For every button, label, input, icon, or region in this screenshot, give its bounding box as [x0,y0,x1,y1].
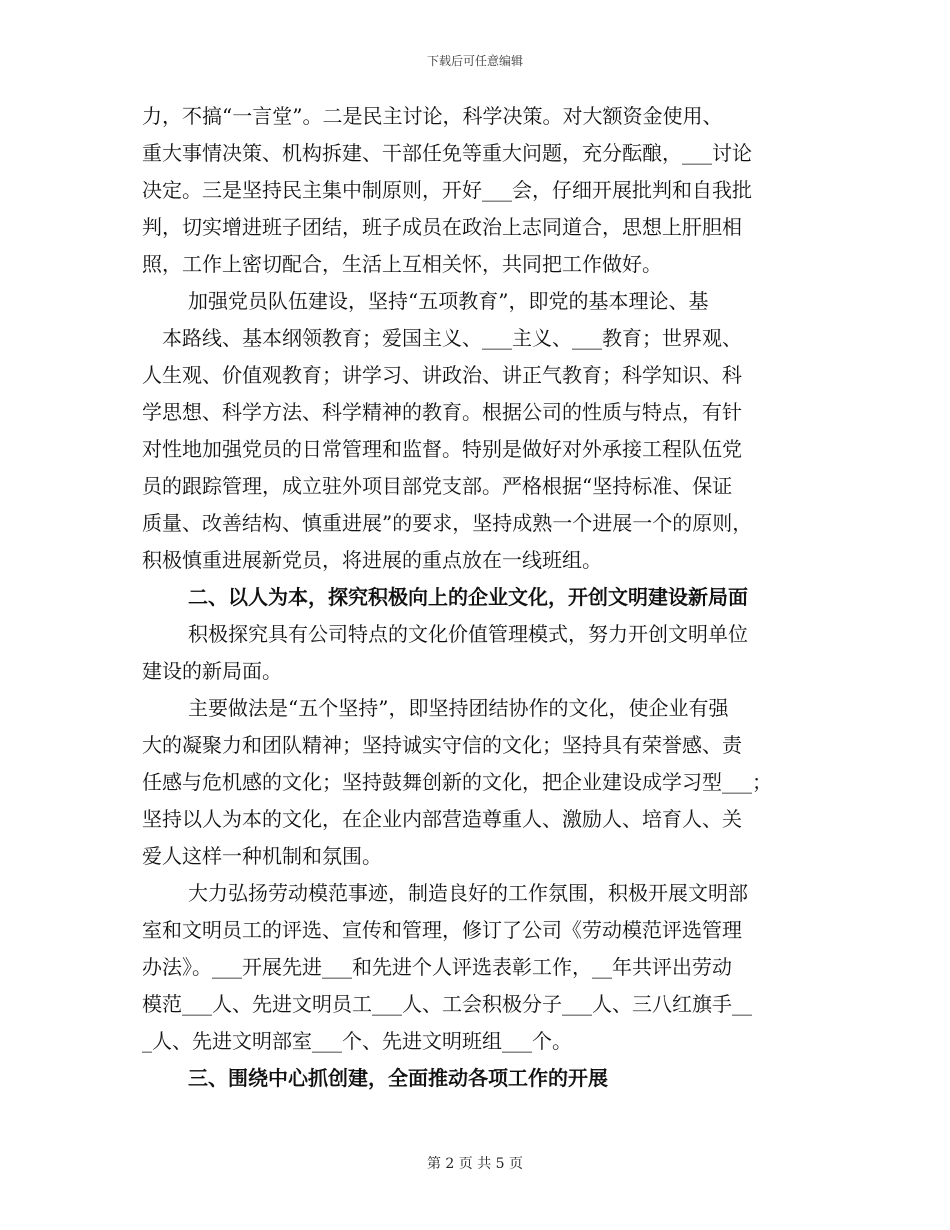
paragraph-line: 主要做法是“五个坚持”，即坚持团结协作的文化，使企业有强 [188,696,729,720]
paragraph-line: 室和文明员工的评选、宣传和管理，修订了公司《劳动模范评选管理 [142,918,742,942]
paragraph-line: 人生观、价值观教育；讲学习、讲政治、讲正气教育；科学知识、科 [142,363,742,387]
paragraph-line: 决定。三是坚持民主集中制原则，开好___会，仔细开展批判和自我批 [142,178,752,202]
paragraph-line: 对性地加强党员的日常管理和监督。特别是做好对外承接工程队伍党 [142,437,742,461]
paragraph-line: 学思想、科学方法、科学精神的教育。根据公司的性质与特点，有针 [142,400,742,424]
paragraph-line: _人、先进文明部室___个、先进文明班组___个。 [142,1029,572,1053]
paragraph-line: 加强党员队伍建设，坚持“五项教育”，即党的基本理论、基 [188,289,709,313]
paragraph-line: 积极慎重进展新党员，将进展的重点放在一线班组。 [142,548,602,572]
paragraph-line: 任感与危机感的文化；坚持鼓舞创新的文化，把企业建设成学习型___； [142,770,772,794]
paragraph-line: 模范___人、先进文明员工___人、工会积极分子___人、三八红旗手__ [142,992,752,1016]
section-heading: 二、以人为本，探究积极向上的企业文化，开创文明建设新局面 [188,585,748,609]
paragraph-line: 重大事情决策、机构拆建、干部任免等重大问题，充分酝酿，___讨论 [142,141,752,165]
paragraph-line: 力，不搞“一言堂”。二是民主讨论，科学决策。对大额资金使用、 [142,104,723,128]
paragraph-line: 建设的新局面。 [142,659,282,683]
paragraph-line: 员的跟踪管理，成立驻外项目部党支部。严格根据“坚持标准、保证 [142,474,733,498]
paragraph-line: 爱人这样一种机制和氛围。 [142,844,382,868]
paragraph-line: 大力弘扬劳动模范事迹，制造良好的工作氛围，积极开展文明部 [188,881,748,905]
paragraph-line: 照，工作上密切配合，生活上互相关怀，共同把工作做好。 [142,252,662,276]
section-heading: 三、围绕中心抓创建，全面推动各项工作的开展 [188,1066,608,1090]
paragraph-line: 大的凝聚力和团队精神；坚持诚实守信的文化；坚持具有荣誉感、责 [142,733,742,757]
paragraph-line: 本路线、基本纲领教育；爱国主义、___主义、___教育；世界观、 [162,326,742,350]
page-number: 第 2 页 共 5 页 [426,1156,524,1172]
paragraph-line: 坚持以人为本的文化，在企业内部营造尊重人、激励人、培育人、关 [142,807,742,831]
document-body [142,98,822,1097]
page-header: 下载后可任意编辑 [426,54,523,68]
paragraph-line: 质量、改善结构、慎重进展”的要求，坚持成熟一个进展一个的原则， [142,511,753,535]
paragraph-line: 积极探究具有公司特点的文化价值管理模式，努力开创文明单位 [188,622,748,646]
paragraph-line: 办法》。___开展先进___和先进个人评选表彰工作，__年共评出劳动 [142,955,732,979]
paragraph-line: 判，切实增进班子团结，班子成员在政治上志同道合，思想上肝胆相 [142,215,742,239]
